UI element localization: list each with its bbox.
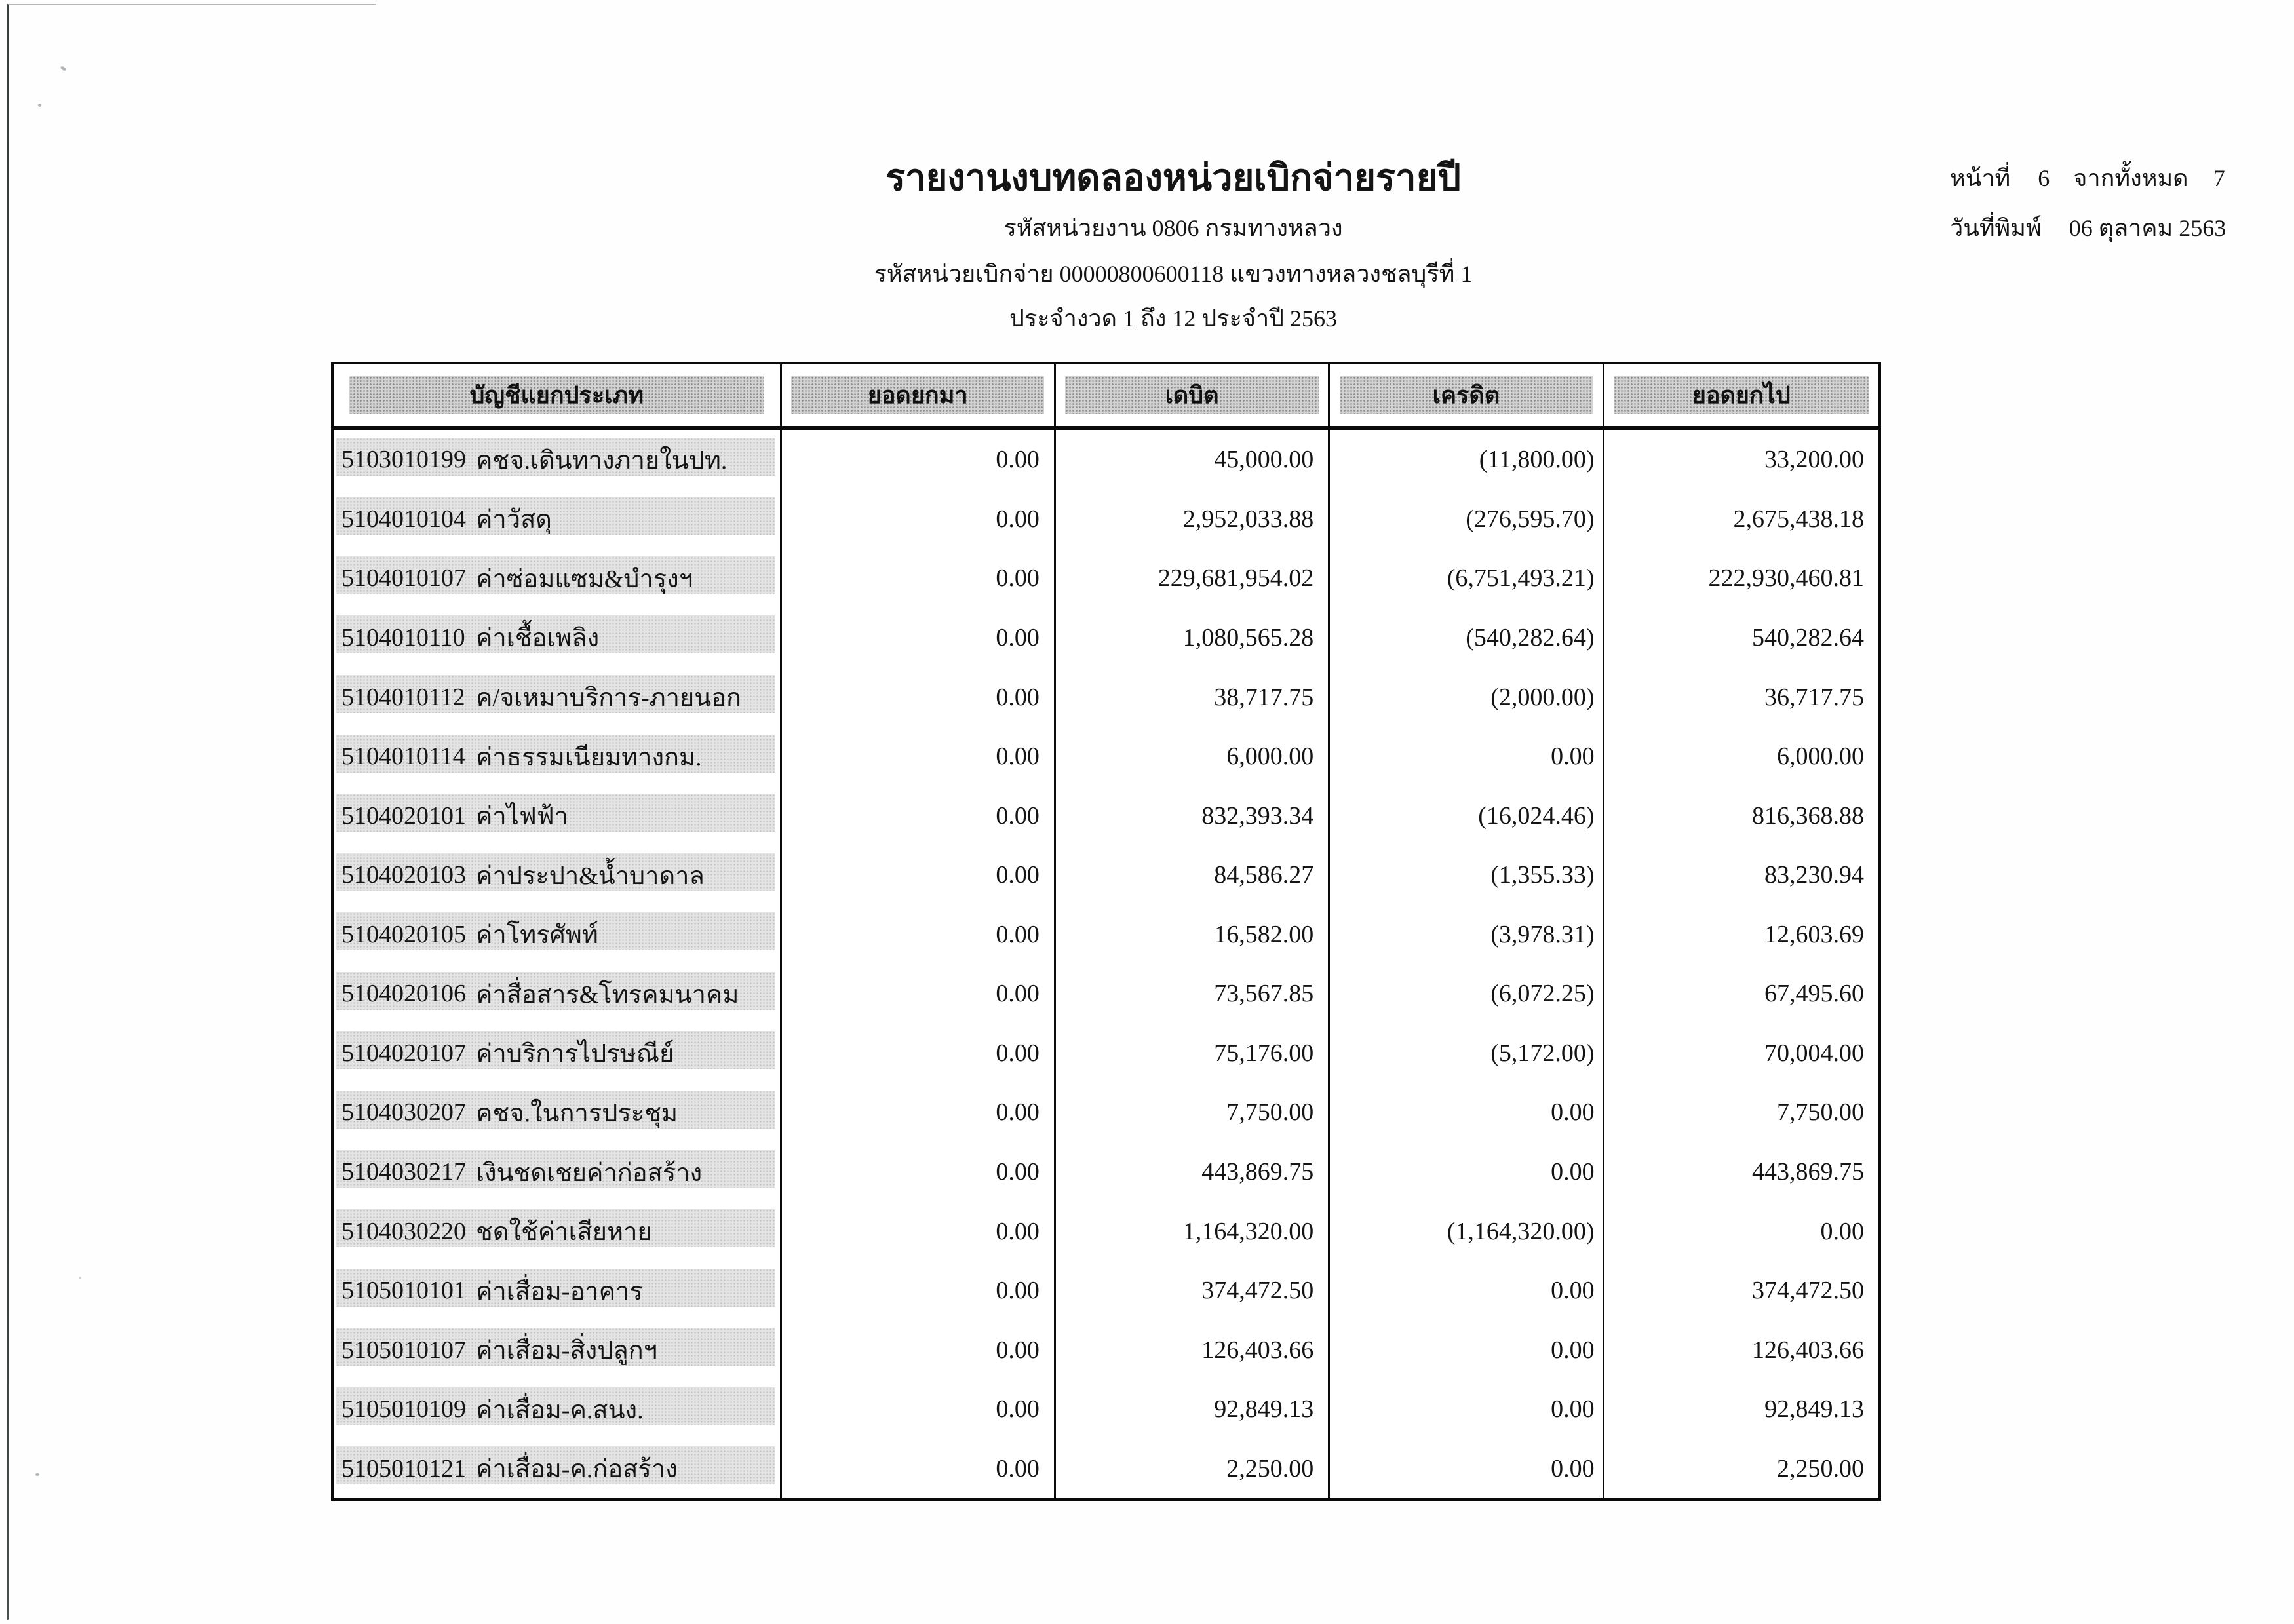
account-code: 5104010110 bbox=[341, 623, 465, 651]
opening-balance-cell: 0.00 bbox=[782, 667, 1056, 727]
closing-balance-cell: 36,717.75 bbox=[1764, 683, 1864, 711]
header-label-debit: เดบิต bbox=[1065, 376, 1318, 414]
opening-balance-cell: 0.00 bbox=[782, 549, 1056, 608]
debit-cell: 832,393.34 bbox=[1056, 786, 1330, 845]
closing-balance-cell: 0.00 bbox=[1820, 1217, 1864, 1245]
table-row bbox=[334, 786, 1878, 845]
page-number-line bbox=[1950, 165, 2226, 191]
account-code: 5104030217 bbox=[341, 1158, 466, 1186]
account-name: คชจ.เดินทางภายในปท. bbox=[476, 446, 728, 474]
opening-balance-cell: 0.00 bbox=[782, 1142, 1056, 1202]
credit-cell: 0.00 bbox=[1330, 727, 1604, 786]
account-name: ค่าเสื่อม-ค.สนง. bbox=[476, 1396, 644, 1424]
table-row bbox=[334, 845, 1878, 905]
debit-cell: 7,750.00 bbox=[1056, 1083, 1330, 1142]
account-code: 5105010109 bbox=[341, 1395, 466, 1423]
table-row bbox=[334, 1024, 1878, 1083]
header-label-ledger-account: บัญชีแยกประเภท bbox=[349, 376, 764, 414]
ledger-account-cell bbox=[334, 964, 782, 1024]
account-name: ค่าเสื่อม-สิ่งปลูกฯ bbox=[476, 1337, 657, 1365]
account-code: 5104020107 bbox=[341, 1039, 466, 1067]
account-name: ชดใช้ค่าเสียหาย bbox=[476, 1218, 652, 1247]
opening-balance-cell: 0.00 bbox=[782, 1380, 1056, 1439]
ledger-account-cell bbox=[334, 430, 782, 490]
closing-balance-cell: 2,675,438.18 bbox=[1733, 505, 1864, 533]
scan-speck bbox=[79, 1277, 81, 1279]
period-line: ประจำงวด 1 ถึง 12 ประจำปี 2563 bbox=[1009, 305, 1338, 332]
ledger-account-cell bbox=[334, 1320, 782, 1380]
opening-balance-cell: 0.00 bbox=[782, 905, 1056, 965]
debit-cell: 1,164,320.00 bbox=[1056, 1201, 1330, 1261]
opening-balance-cell: 0.00 bbox=[782, 1201, 1056, 1261]
ledger-account-cell bbox=[334, 1142, 782, 1202]
ledger-account-cell bbox=[334, 1261, 782, 1321]
closing-balance-cell: 67,495.60 bbox=[1764, 980, 1864, 1008]
table-body bbox=[334, 430, 1878, 1498]
ledger-account-cell bbox=[334, 490, 782, 549]
account-code: 5104020105 bbox=[341, 920, 466, 948]
ledger-account-cell bbox=[334, 667, 782, 727]
closing-balance-cell: 7,750.00 bbox=[1777, 1098, 1864, 1127]
table-row bbox=[334, 667, 1878, 727]
credit-cell: (11,800.00) bbox=[1330, 430, 1604, 490]
ledger-account-cell bbox=[334, 1024, 782, 1083]
credit-cell: (6,072.25) bbox=[1330, 964, 1604, 1024]
opening-balance-cell: 0.00 bbox=[782, 786, 1056, 845]
ledger-account-cell bbox=[334, 1083, 782, 1142]
account-name: ค/จเหมาบริการ-ภายนอก bbox=[476, 684, 742, 712]
opening-balance-cell: 0.00 bbox=[782, 430, 1056, 490]
account-code: 5104020103 bbox=[341, 861, 466, 889]
table-row bbox=[334, 430, 1878, 490]
debit-cell: 2,250.00 bbox=[1056, 1439, 1330, 1499]
debit-cell: 38,717.75 bbox=[1056, 667, 1330, 727]
credit-cell: (16,024.46) bbox=[1330, 786, 1604, 845]
table-row bbox=[334, 1439, 1878, 1499]
credit-cell: (1,164,320.00) bbox=[1330, 1201, 1604, 1261]
account-code: 5104010112 bbox=[341, 683, 465, 711]
account-code: 5105010107 bbox=[341, 1336, 466, 1364]
closing-balance-cell: 12,603.69 bbox=[1764, 920, 1864, 948]
page-number: 6 bbox=[2038, 165, 2050, 191]
table-row bbox=[334, 964, 1878, 1024]
account-name: ค่าวัสดุ bbox=[476, 506, 552, 534]
table-row bbox=[334, 549, 1878, 608]
opening-balance-cell: 0.00 bbox=[782, 727, 1056, 786]
table-row bbox=[334, 905, 1878, 965]
credit-cell: 0.00 bbox=[1330, 1261, 1604, 1321]
agency-code-line: รหัสหน่วยงาน 0806 กรมทางหลวง bbox=[1003, 215, 1343, 241]
closing-balance-cell: 374,472.50 bbox=[1752, 1277, 1864, 1305]
closing-balance-cell: 6,000.00 bbox=[1777, 743, 1864, 771]
table-row bbox=[334, 1261, 1878, 1321]
scan-edge-line bbox=[7, 4, 9, 1620]
account-name: ค่าประปา&น้ำบาดาล bbox=[476, 862, 705, 890]
opening-balance-cell: 0.00 bbox=[782, 1261, 1056, 1321]
account-code: 5104020106 bbox=[341, 980, 466, 1008]
scan-speck bbox=[35, 1473, 39, 1476]
opening-balance-cell: 0.00 bbox=[782, 845, 1056, 905]
account-name: ค่าซ่อมแซม&บำรุงฯ bbox=[476, 565, 693, 593]
credit-cell: 0.00 bbox=[1330, 1083, 1604, 1142]
opening-balance-cell: 0.00 bbox=[782, 1320, 1056, 1380]
closing-balance-cell: 2,250.00 bbox=[1777, 1454, 1864, 1482]
credit-cell: (2,000.00) bbox=[1330, 667, 1604, 727]
debit-cell: 2,952,033.88 bbox=[1056, 490, 1330, 549]
closing-balance-cell: 126,403.66 bbox=[1752, 1336, 1864, 1364]
disbursing-unit-line: รหัสหน่วยเบิกจ่าย 00000800600118 แขวงทางหลวงชลบุรีที่ 1 bbox=[874, 261, 1473, 287]
total-pages-label: จากทั้งหมด bbox=[2073, 165, 2188, 191]
ledger-account-cell bbox=[334, 1201, 782, 1261]
ledger-account-cell bbox=[334, 845, 782, 905]
header-cell-closing-balance bbox=[1604, 364, 1878, 426]
debit-cell: 16,582.00 bbox=[1056, 905, 1330, 965]
account-name: คชจ.ในการประชุม bbox=[476, 1099, 678, 1127]
ledger-account-cell bbox=[334, 727, 782, 786]
header-cell-credit bbox=[1330, 364, 1604, 426]
account-name: ค่าสื่อสาร&โทรคมนาคม bbox=[476, 980, 739, 1009]
opening-balance-cell: 0.00 bbox=[782, 1083, 1056, 1142]
account-code: 5104010114 bbox=[341, 743, 465, 771]
credit-cell: (276,595.70) bbox=[1330, 490, 1604, 549]
opening-balance-cell: 0.00 bbox=[782, 1024, 1056, 1083]
page-info bbox=[1950, 165, 2226, 241]
print-date-line bbox=[1950, 215, 2226, 241]
ledger-account-cell bbox=[334, 608, 782, 668]
total-pages: 7 bbox=[2213, 165, 2225, 191]
opening-balance-cell: 0.00 bbox=[782, 1439, 1056, 1499]
report-title: รายงานงบทดลองหน่วยเบิกจ่ายรายปี bbox=[885, 158, 1461, 199]
header-cell-debit bbox=[1056, 364, 1330, 426]
debit-cell: 374,472.50 bbox=[1056, 1261, 1330, 1321]
closing-balance-cell: 33,200.00 bbox=[1764, 446, 1864, 474]
scan-edge-top bbox=[9, 4, 376, 5]
debit-cell: 443,869.75 bbox=[1056, 1142, 1330, 1202]
table-header-row bbox=[334, 364, 1878, 430]
closing-balance-cell: 816,368.88 bbox=[1752, 802, 1864, 830]
table-row bbox=[334, 1142, 1878, 1202]
account-code: 5103010199 bbox=[341, 446, 466, 474]
debit-cell: 92,849.13 bbox=[1056, 1380, 1330, 1439]
account-name: ค่าเสื่อม-ค.ก่อสร้าง bbox=[476, 1456, 678, 1484]
account-name: เงินชดเชยค่าก่อสร้าง bbox=[476, 1159, 703, 1187]
table-row bbox=[334, 727, 1878, 786]
scan-speck bbox=[60, 66, 66, 71]
header-cell-opening-balance bbox=[782, 364, 1056, 426]
ledger-account-cell bbox=[334, 1439, 782, 1499]
header-label-closing-balance: ยอดยกไป bbox=[1614, 376, 1869, 414]
credit-cell: 0.00 bbox=[1330, 1142, 1604, 1202]
trial-balance-table bbox=[331, 362, 1881, 1501]
credit-cell: (3,978.31) bbox=[1330, 905, 1604, 965]
account-code: 5104010104 bbox=[341, 505, 466, 533]
ledger-account-cell bbox=[334, 786, 782, 845]
account-code: 5105010101 bbox=[341, 1277, 466, 1305]
credit-cell: 0.00 bbox=[1330, 1439, 1604, 1499]
table-row bbox=[334, 1380, 1878, 1439]
account-name: ค่าธรรมเนียมทางกม. bbox=[476, 743, 702, 771]
opening-balance-cell: 0.00 bbox=[782, 608, 1056, 668]
debit-cell: 45,000.00 bbox=[1056, 430, 1330, 490]
account-code: 5104030220 bbox=[341, 1217, 466, 1245]
table-row bbox=[334, 1201, 1878, 1261]
page-label: หน้าที่ bbox=[1950, 165, 2011, 191]
debit-cell: 84,586.27 bbox=[1056, 845, 1330, 905]
debit-cell: 75,176.00 bbox=[1056, 1024, 1330, 1083]
account-code: 5105010121 bbox=[341, 1454, 466, 1482]
header-label-opening-balance: ยอดยกมา bbox=[791, 376, 1044, 414]
header-label-credit: เครดิต bbox=[1340, 376, 1593, 414]
credit-cell: (540,282.64) bbox=[1330, 608, 1604, 668]
debit-cell: 229,681,954.02 bbox=[1056, 549, 1330, 608]
debit-cell: 126,403.66 bbox=[1056, 1320, 1330, 1380]
closing-balance-cell: 70,004.00 bbox=[1764, 1039, 1864, 1067]
account-code: 5104030207 bbox=[341, 1098, 466, 1127]
closing-balance-cell: 443,869.75 bbox=[1752, 1158, 1864, 1186]
account-code: 5104020101 bbox=[341, 802, 466, 830]
ledger-account-cell bbox=[334, 905, 782, 965]
scan-speck bbox=[38, 104, 41, 107]
credit-cell: (5,172.00) bbox=[1330, 1024, 1604, 1083]
table-row bbox=[334, 608, 1878, 668]
report-header bbox=[682, 160, 1665, 332]
ledger-account-cell bbox=[334, 549, 782, 608]
account-name: ค่าไฟฟ้า bbox=[476, 803, 569, 831]
closing-balance-cell: 92,849.13 bbox=[1764, 1395, 1864, 1423]
table-row bbox=[334, 490, 1878, 549]
account-name: ค่าโทรศัพท์ bbox=[476, 921, 598, 950]
credit-cell: 0.00 bbox=[1330, 1380, 1604, 1439]
print-date: 06 ตุลาคม 2563 bbox=[2069, 215, 2226, 241]
print-date-label: วันที่พิมพ์ bbox=[1950, 215, 2042, 241]
credit-cell: 0.00 bbox=[1330, 1320, 1604, 1380]
debit-cell: 1,080,565.28 bbox=[1056, 608, 1330, 668]
closing-balance-cell: 540,282.64 bbox=[1752, 623, 1864, 651]
debit-cell: 6,000.00 bbox=[1056, 727, 1330, 786]
table-row bbox=[334, 1320, 1878, 1380]
credit-cell: (6,751,493.21) bbox=[1330, 549, 1604, 608]
account-code: 5104010107 bbox=[341, 564, 466, 592]
account-name: ค่าเสื่อม-อาคาร bbox=[476, 1277, 643, 1305]
account-name: ค่าบริการไปรษณีย์ bbox=[476, 1040, 674, 1068]
credit-cell: (1,355.33) bbox=[1330, 845, 1604, 905]
header-cell-ledger-account bbox=[334, 364, 782, 426]
ledger-account-cell bbox=[334, 1380, 782, 1439]
closing-balance-cell: 83,230.94 bbox=[1764, 861, 1864, 889]
account-name: ค่าเชื้อเพลิง bbox=[476, 625, 600, 653]
opening-balance-cell: 0.00 bbox=[782, 964, 1056, 1024]
opening-balance-cell: 0.00 bbox=[782, 490, 1056, 549]
table-row bbox=[334, 1083, 1878, 1142]
closing-balance-cell: 222,930,460.81 bbox=[1708, 564, 1864, 592]
debit-cell: 73,567.85 bbox=[1056, 964, 1330, 1024]
